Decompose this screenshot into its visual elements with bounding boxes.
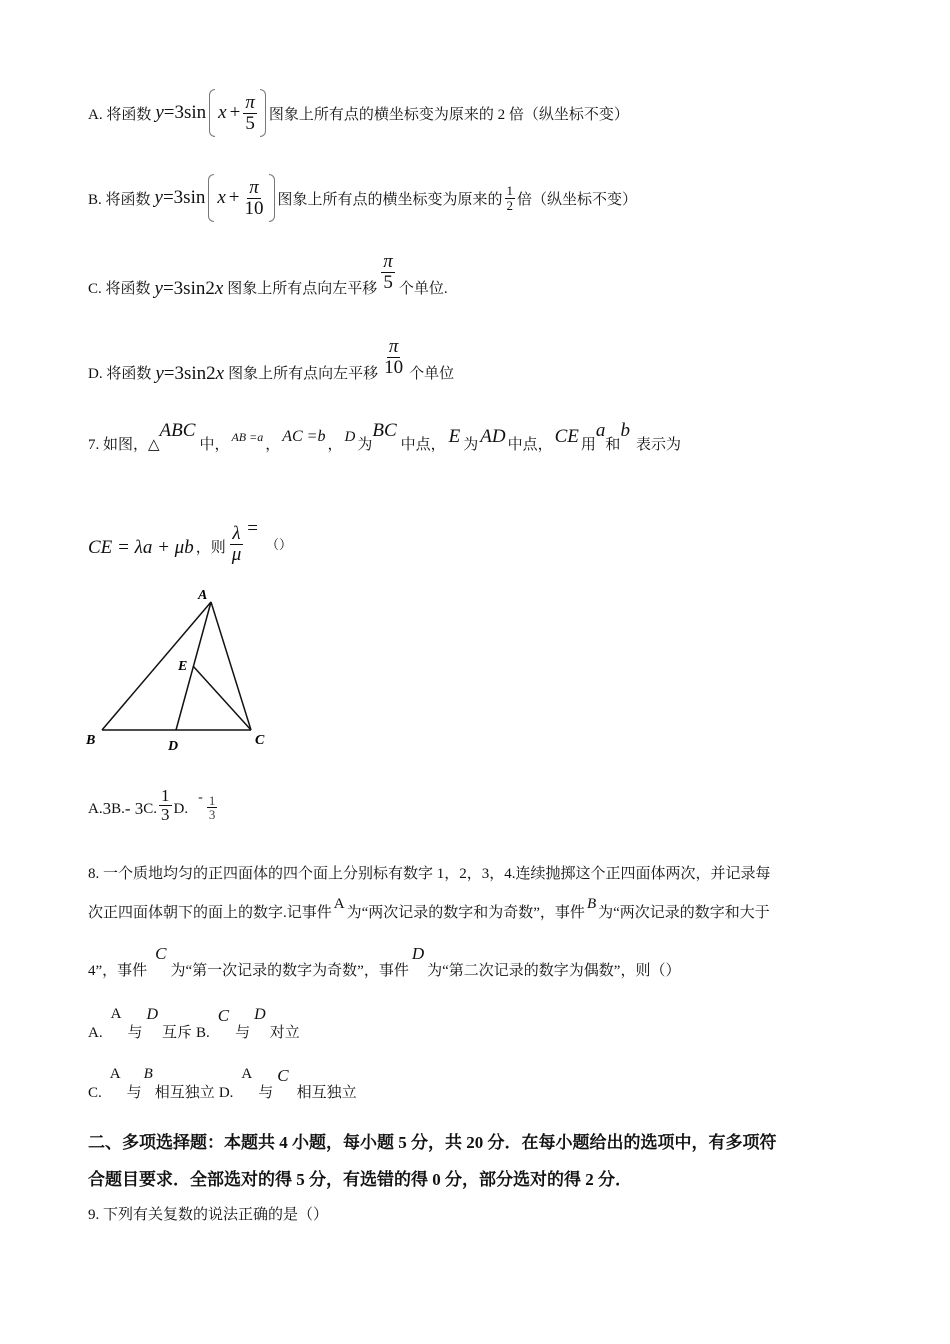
math-var: C bbox=[277, 1066, 289, 1085]
fraction-numerator: π bbox=[249, 176, 259, 198]
option-text: 个单位. bbox=[398, 281, 448, 297]
stem-text: 用 bbox=[580, 437, 596, 453]
segment-ab bbox=[102, 602, 211, 730]
option-label: D. 将函数 bbox=[88, 366, 152, 382]
option-label: A. bbox=[88, 801, 103, 817]
fraction bbox=[243, 93, 257, 134]
math-var: BC bbox=[372, 420, 397, 441]
stem-text: 4”，事件 bbox=[88, 963, 148, 979]
math-var: C bbox=[217, 1006, 230, 1025]
fraction-denominator: 10 bbox=[384, 356, 404, 378]
option-text: 图象上所有点向左平移 bbox=[227, 281, 378, 297]
vertex-label-c: C bbox=[255, 733, 265, 748]
option-sign: - bbox=[198, 790, 203, 805]
fraction-numerator: λ bbox=[232, 523, 241, 545]
stem-text: 表示为 bbox=[635, 437, 681, 453]
q8-line-2 bbox=[88, 896, 770, 922]
q8-options-ab bbox=[88, 1006, 300, 1042]
option-text: 与 bbox=[127, 1025, 143, 1041]
math-var: A bbox=[110, 1006, 122, 1022]
q9-stem: 9. 下列有关复数的说法正确的是（） bbox=[88, 1207, 329, 1223]
option-text: 图象上所有点向左平移 bbox=[228, 366, 379, 382]
q6-option-c bbox=[88, 252, 448, 306]
stem-text: 和 bbox=[605, 437, 621, 453]
math-var: ABC bbox=[159, 420, 196, 441]
math-var: A bbox=[109, 1066, 121, 1082]
option-text: 与 bbox=[126, 1085, 142, 1101]
option-text: 相互独立 bbox=[296, 1085, 357, 1101]
math-var: C bbox=[155, 944, 167, 963]
vertex-label-e: E bbox=[178, 659, 188, 674]
fraction-denominator: 2 bbox=[506, 197, 514, 213]
option-text: 互斥 bbox=[162, 1025, 193, 1041]
fraction-numerator: 1 bbox=[506, 182, 514, 198]
math-var: D bbox=[344, 428, 356, 445]
fraction-numerator: π bbox=[388, 336, 399, 357]
math-var: y bbox=[154, 278, 163, 299]
math-var: AD bbox=[480, 426, 506, 447]
fraction-numerator: π bbox=[383, 251, 393, 272]
math-var: y bbox=[155, 363, 164, 384]
math-op: + bbox=[228, 187, 240, 208]
math-expression: CE = λa + μb bbox=[88, 537, 194, 558]
option-label: B. bbox=[196, 1025, 210, 1041]
fraction bbox=[207, 794, 218, 824]
math-var: AB =a bbox=[231, 429, 264, 444]
option-text: 相互独立 bbox=[154, 1085, 215, 1101]
math-var: x bbox=[215, 363, 225, 384]
math-var: x bbox=[218, 102, 227, 123]
math-op: = bbox=[247, 518, 258, 539]
segment-ec bbox=[193, 666, 251, 730]
math-text: =3sin2 bbox=[163, 363, 216, 384]
q8-line-3 bbox=[88, 944, 680, 980]
stem-text: 中点， bbox=[400, 437, 446, 453]
fraction bbox=[159, 787, 172, 824]
stem-text: 中， bbox=[199, 437, 230, 453]
math-var: y bbox=[155, 102, 164, 123]
option-value: 3 bbox=[102, 799, 112, 818]
option-label: D. bbox=[173, 801, 189, 817]
section-heading-line-1: 二、多项选择题：本题共 4 小题，每小题 5 分，共 20 分．在每小题给出的选项中，有多项符 bbox=[88, 1133, 777, 1152]
option-text: 个单位 bbox=[409, 366, 455, 382]
option-label: B. bbox=[111, 801, 125, 817]
fraction-numerator: π bbox=[245, 91, 255, 113]
math-op: + bbox=[229, 102, 241, 123]
stem-text: 为 bbox=[357, 437, 373, 453]
q8-line-1: 8. 一个质地均匀的正四面体的四个面上分别标有数字 1，2，3，4.连续抛掷这个正四面体两次，并记录每 bbox=[88, 866, 771, 882]
fraction bbox=[230, 524, 244, 565]
right-paren bbox=[260, 89, 266, 137]
vertex-label-d: D bbox=[168, 739, 179, 754]
math-var: D bbox=[411, 944, 425, 963]
vertex-label-a: A bbox=[198, 588, 208, 603]
option-text: 倍（纵坐标不变） bbox=[517, 191, 638, 208]
stem-text: ， bbox=[265, 437, 281, 453]
option-label: A. 将函数 bbox=[88, 106, 152, 123]
option-label: C. 将函数 bbox=[88, 281, 151, 297]
triangle-figure bbox=[80, 582, 280, 757]
option-label: D. bbox=[218, 1085, 234, 1101]
stem-text: 为“两次记录的数字和大于 bbox=[598, 905, 770, 921]
math-var: D bbox=[254, 1006, 266, 1023]
left-paren bbox=[208, 174, 214, 222]
segment-ac bbox=[211, 602, 251, 730]
stem-text: 7. 如图，△ bbox=[88, 437, 160, 453]
math-var: B bbox=[143, 1066, 153, 1082]
stem-text: ，则 bbox=[195, 540, 226, 556]
stem-text: 为 bbox=[463, 437, 479, 453]
option-text: 对立 bbox=[269, 1025, 300, 1041]
fraction-denominator: 10 bbox=[244, 197, 264, 219]
right-paren bbox=[269, 174, 275, 222]
option-text: 与 bbox=[258, 1085, 274, 1101]
math-var: AC =b bbox=[282, 428, 326, 445]
q7-options bbox=[88, 772, 217, 824]
fraction-numerator: 1 bbox=[208, 792, 216, 808]
q7-expression-line bbox=[88, 505, 292, 565]
option-label: B. 将函数 bbox=[88, 191, 151, 208]
option-text: 图象上所有点的横坐标变为原来的 bbox=[277, 191, 503, 208]
left-paren bbox=[209, 89, 215, 137]
fraction bbox=[505, 184, 516, 212]
math-var: A bbox=[333, 896, 345, 912]
q6-option-d bbox=[88, 337, 454, 391]
math-var: B bbox=[586, 896, 597, 912]
q6-option-b bbox=[88, 170, 637, 226]
math-var: b bbox=[620, 420, 630, 441]
stem-text: 次正四面体朝下的面上的数字.记事件 bbox=[88, 905, 332, 921]
vertex-label-b: B bbox=[86, 733, 96, 748]
fraction-denominator: 3 bbox=[161, 805, 170, 825]
fraction-denominator: 3 bbox=[208, 807, 216, 823]
fraction-denominator: 5 bbox=[383, 271, 393, 293]
option-text: 与 bbox=[235, 1025, 251, 1041]
math-var: D bbox=[146, 1006, 159, 1023]
stem-text: 中点， bbox=[507, 437, 553, 453]
fraction-numerator: 1 bbox=[161, 786, 170, 806]
q8-options-cd bbox=[88, 1066, 357, 1102]
fraction bbox=[243, 178, 266, 219]
math-text: =3sin2 bbox=[162, 278, 215, 299]
math-var: x bbox=[214, 278, 224, 299]
answer-paren: （） bbox=[265, 537, 292, 552]
math-text: =3sin bbox=[162, 187, 206, 208]
stem-text: ， bbox=[327, 437, 343, 453]
fraction-denominator: μ bbox=[231, 544, 242, 566]
stem-text: 为“两次记录的数字和为奇数”，事件 bbox=[346, 905, 585, 921]
option-label: C. bbox=[88, 1085, 102, 1101]
option-value: - 3 bbox=[124, 799, 144, 818]
option-text: 图象上所有点的横坐标变为原来的 2 倍（纵坐标不变） bbox=[268, 106, 629, 123]
math-text: =3sin bbox=[163, 102, 207, 123]
q6-option-a bbox=[88, 86, 629, 140]
stem-text: 为“第一次记录的数字为奇数”，事件 bbox=[170, 963, 409, 979]
math-var: A bbox=[241, 1066, 253, 1082]
section-heading-line-2: 合题目要求．全部选对的得 5 分，有选错的得 0 分，部分选对的得 2 分． bbox=[88, 1170, 632, 1189]
q7-stem bbox=[88, 420, 681, 454]
option-label: A. bbox=[88, 1025, 103, 1041]
fraction-denominator: 5 bbox=[245, 112, 255, 134]
math-var: CE bbox=[554, 426, 579, 447]
fraction bbox=[382, 337, 405, 378]
math-var: E bbox=[448, 426, 461, 447]
option-label: C. bbox=[143, 801, 158, 817]
math-var: a bbox=[595, 420, 606, 441]
fraction bbox=[381, 252, 395, 293]
stem-text: 为“第二次记录的数字为偶数”，则（） bbox=[427, 963, 681, 979]
math-var: x bbox=[217, 187, 226, 208]
math-var: y bbox=[154, 187, 163, 208]
